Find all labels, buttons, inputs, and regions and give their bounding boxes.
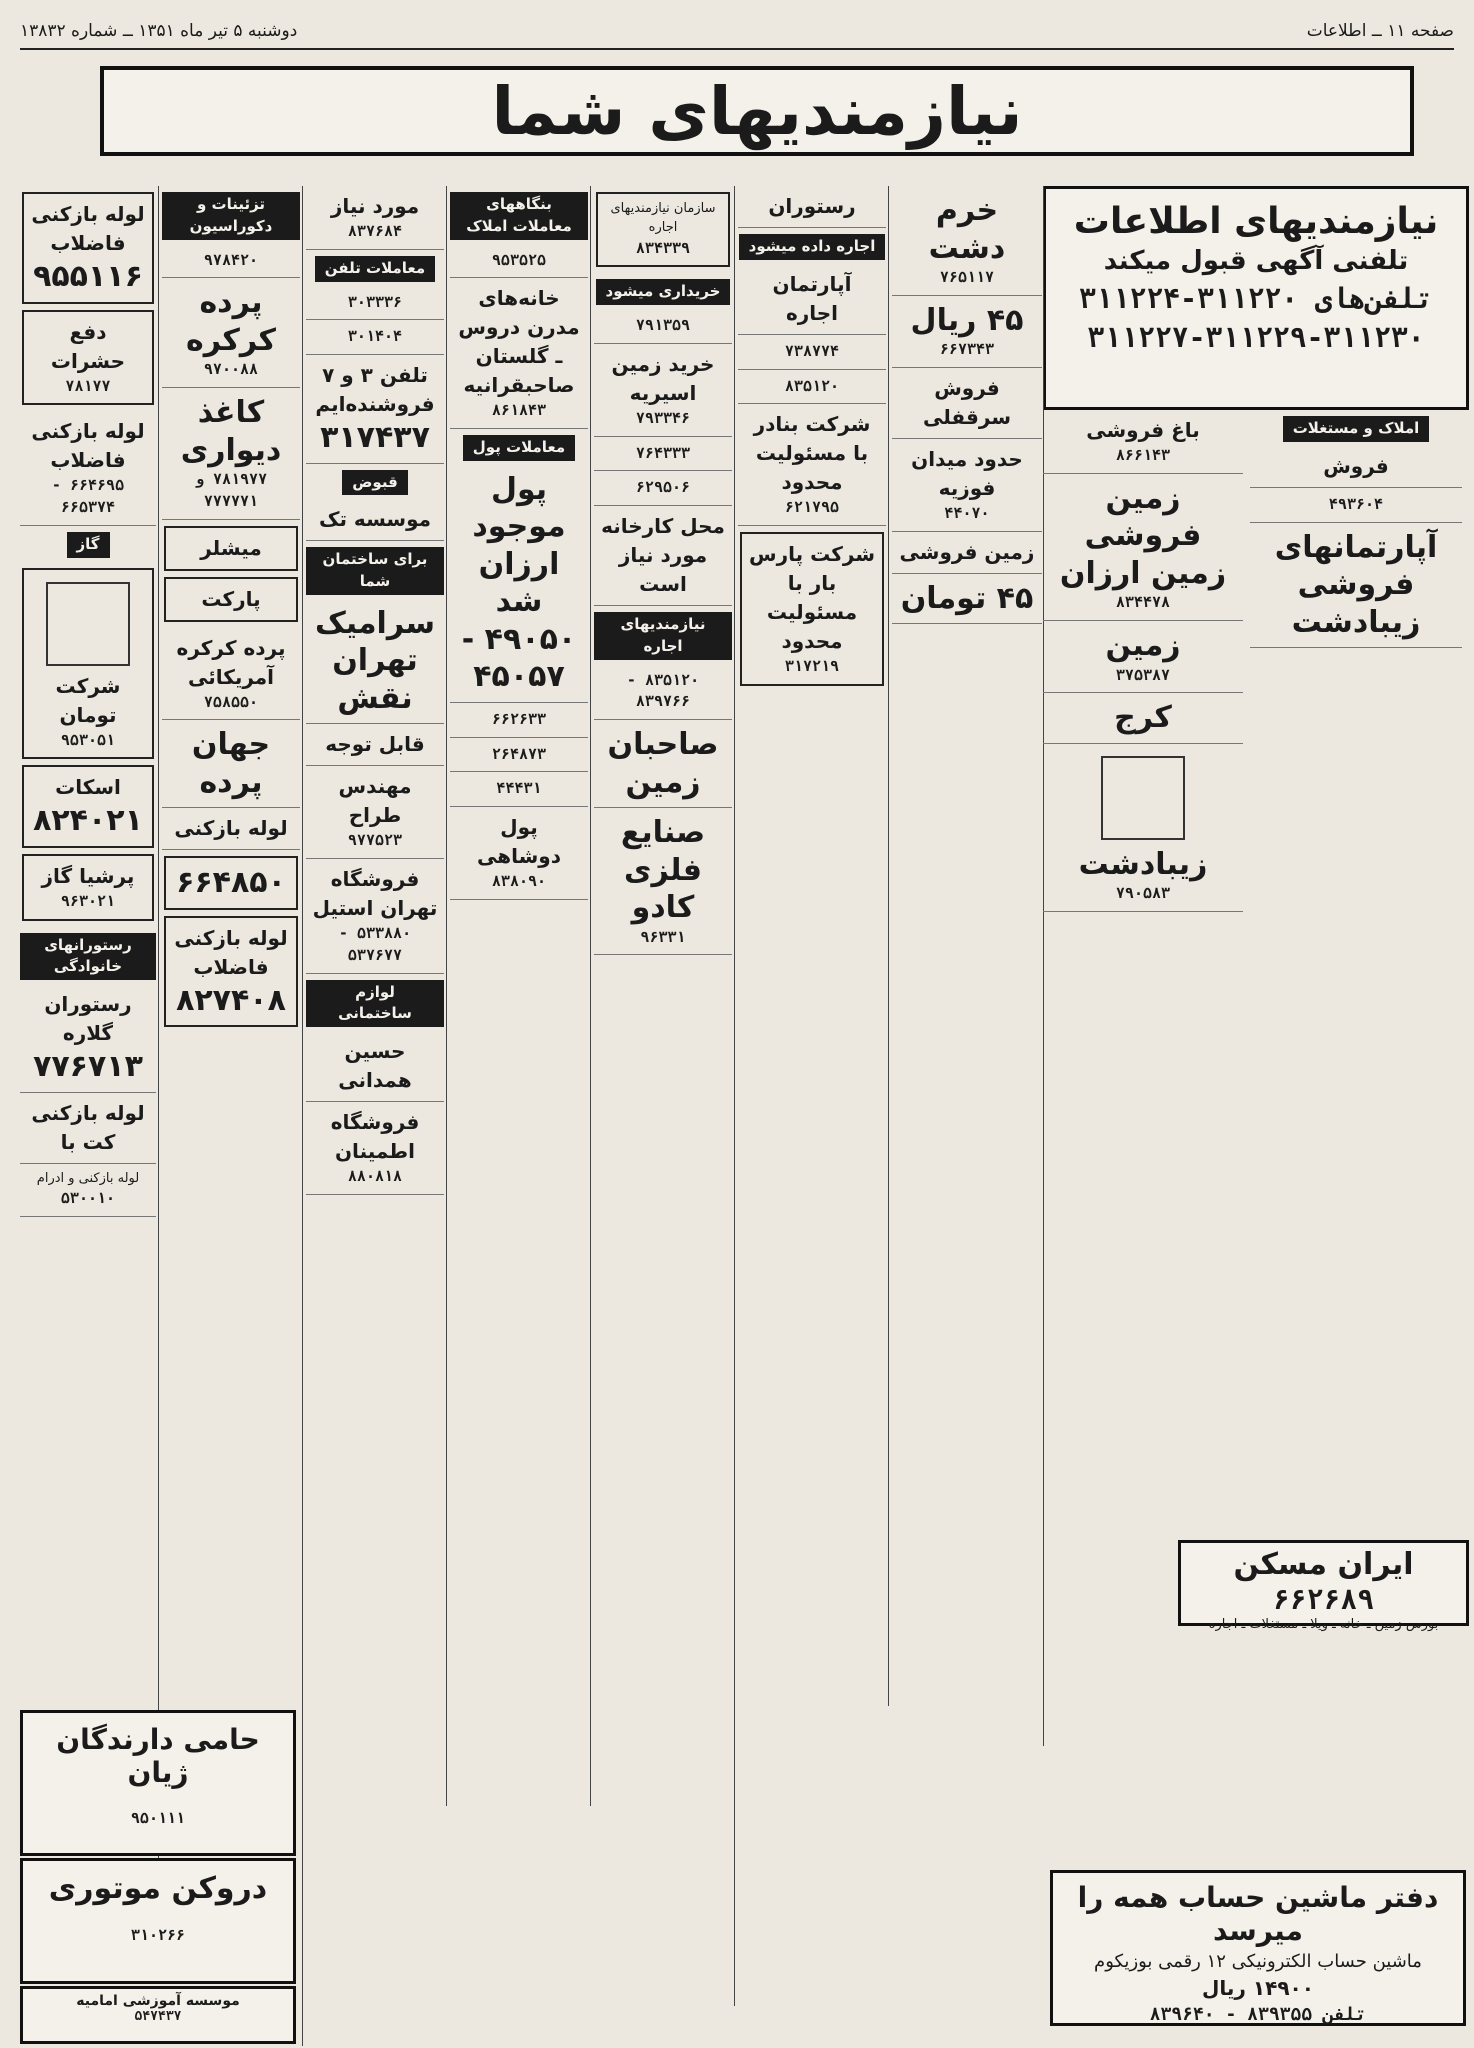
dorokan-ad: دروکن موتوری ۳۱۰۲۶۶ xyxy=(20,1858,296,1984)
section-heading: اجاره داده میشود xyxy=(739,234,886,260)
ad-item: ۷۶۴۳۳۳ xyxy=(594,437,732,472)
section-heading: تزئینات و دکوراسیون xyxy=(162,192,300,240)
section-heading: لوازم ساختمانی xyxy=(306,980,444,1028)
section-heading: معاملات تلفن xyxy=(315,256,435,282)
ad-item: ۹۵۳۵۲۵ xyxy=(450,244,588,279)
ad-item: لوله بازکنی فاضلاب ۹۵۵۱۱۶ xyxy=(22,192,154,304)
column-7 xyxy=(892,186,1042,1706)
section-heading: خریداری میشود xyxy=(596,279,731,305)
ad-item: پرده کرکره آمریکائی ۷۵۸۵۵۰ xyxy=(162,628,300,721)
ad-item: شرکت پارس بار با مسئولیت محدود ۳۱۷۲۱۹ xyxy=(740,532,884,686)
ad-item: میشلر xyxy=(164,526,298,571)
logo-icon xyxy=(46,582,130,666)
ad-item: باغ فروشی ۸۶۶۱۴۳ xyxy=(1043,410,1243,474)
column-rule xyxy=(888,186,889,1706)
section-heading: رستورانهای خانوادگی xyxy=(20,933,156,981)
emamieh-ad: موسسه آموزشی امامیه ۵۴۷۴۳۷ xyxy=(20,1986,296,2044)
ad-item: اسکات ۸۲۴۰۲۱ xyxy=(22,765,154,848)
issue-date: دوشنبه ۵ تیر ماه ۱۳۵۱ ــ شماره ۱۳۸۳۲ xyxy=(20,21,298,41)
column-2 xyxy=(162,186,300,1746)
ad-item: مورد نیاز ۸۳۷۶۸۴ xyxy=(306,186,444,250)
ad-item: ۴۵ تومان xyxy=(892,574,1042,625)
ad-item: محل کارخانه مورد نیاز است xyxy=(594,506,732,606)
ad-item: قابل توجه xyxy=(306,724,444,766)
ad-item: ۷۹۱۳۵۹ xyxy=(594,309,732,344)
ad-item: آپارتمانهای فروشی زیبادشت xyxy=(1250,523,1462,649)
ad-item: پارکت xyxy=(164,577,298,622)
ad-item: کاغذ دیواری ۷۸۱۹۷۷ و ۷۷۷۷۷۱ xyxy=(162,388,300,520)
ad-item: فروشگاه اطمینان ۸۸۰۸۱۸ xyxy=(306,1102,444,1195)
ad-item: لوله بازکنی فاضلاب ۸۲۷۴۰۸ xyxy=(164,916,298,1028)
zhian-ad: حامی دارندگان ژیان ۹۵۰۱۱۱ xyxy=(20,1710,296,1856)
column-rule xyxy=(590,186,591,1806)
section-heading: املاک و مستغلات xyxy=(1283,416,1430,442)
ittelaat-phones-2: ۳۱۱۲۲۷-۳۱۱۲۲۹-۳۱۱۲۳۰ xyxy=(1087,321,1425,354)
ad-item: ۹۷۸۴۲۰ xyxy=(162,244,300,279)
calculator-ad: دفتر ماشین حساب همه را میرسد ماشین حساب الکترونیکی ۱۲ رقمی بوزیکوم ۱۴۹۰۰ ریال تلفن ۸۳۹۳۵۵ - ۸۳۹۶۴۰ xyxy=(1050,1870,1466,2026)
section-heading: نیازمندیهای اجاره xyxy=(594,612,732,660)
ad-item: پول دوشاهی ۸۳۸۰۹۰ xyxy=(450,807,588,900)
ad-item: شرکت بنادر با مسئولیت محدود ۶۲۱۷۹۵ xyxy=(738,404,886,526)
ad-item: جهان پرده xyxy=(162,720,300,808)
ittelaat-phones-1: تلفن‌های ۳۱۱۲۲۰-۳۱۱۲۲۴ xyxy=(1078,282,1434,315)
classifieds-banner xyxy=(100,66,1414,156)
ad-item: پرده کرکره ۹۷۰۰۸۸ xyxy=(162,278,300,388)
ad-item: ۶۶۴۸۵۰ xyxy=(164,856,298,910)
section-heading: بنگاههای معاملات املاک xyxy=(450,192,588,240)
ad-item: آپارتمان اجاره xyxy=(738,264,886,335)
ittelaat-title: نیازمندیهای اطلاعات xyxy=(1073,201,1439,242)
banner-title: نیازمندیهای شما xyxy=(491,72,1023,150)
ittelaat-box xyxy=(1043,186,1469,410)
ad-item: رستوران گلاره ۷۷۶۷۱۳ xyxy=(20,984,156,1093)
ad-item: حسین همدانی xyxy=(306,1031,444,1102)
iran-maskan-ad: ایران مسکن ۶۶۲۶۸۹ بورس زمین ـ خانه ـ ویلا ـ مستغلات ـ اجاره xyxy=(1178,1540,1469,1626)
ad-item: خانه‌های مدرن دروس ـ گلستان صاحبقرانیه ۸۶۱۸۴۳ xyxy=(450,278,588,429)
ad-item: فروش سرقفلی xyxy=(892,368,1042,439)
column-8 xyxy=(1043,410,1243,1540)
ad-item: ۴۵ ریال ۶۶۷۳۴۳ xyxy=(892,296,1042,368)
ad-item: رستوران xyxy=(738,186,886,228)
column-rule xyxy=(734,186,735,2006)
ad-item: زمین فروشی زمین ارزان ۸۳۴۴۷۸ xyxy=(1043,474,1243,621)
house-icon xyxy=(1101,756,1185,840)
ad-item: پرشیا گاز ۹۶۳۰۲۱ xyxy=(22,854,154,921)
ad-item: ۴۴۴۳۱ xyxy=(450,772,588,807)
section-heading: گاز xyxy=(67,532,110,558)
ad-item: سرامیک تهران نقش xyxy=(306,599,444,725)
column-5 xyxy=(594,186,732,2006)
ad-item: زیبادشت ۷۹۰۵۸۳ xyxy=(1043,744,1243,912)
ad-item: زمین فروشی xyxy=(892,532,1042,574)
ad-item: زمین ۳۷۵۳۸۷ xyxy=(1043,621,1243,693)
page-header xyxy=(20,14,1454,50)
ad-item: خرم دشت ۷۶۵۱۱۷ xyxy=(892,186,1042,296)
ad-item: ۶۶۲۶۳۳ xyxy=(450,703,588,738)
ad-item: ۶۲۹۵۰۶ xyxy=(594,471,732,506)
ad-item: دفع حشرات ۷۸۱۷۷ xyxy=(22,310,154,406)
column-6 xyxy=(738,186,886,2006)
ad-item: ۸۳۵۱۲۰ - ۸۳۹۷۶۶ xyxy=(594,664,732,721)
ittelaat-subtitle: تلفنی آگهی قبول میکند xyxy=(1103,246,1409,276)
section-heading: معاملات پول xyxy=(463,435,575,461)
column-rule xyxy=(158,186,159,1926)
section-heading: قبوض xyxy=(342,470,408,496)
ad-item: فروش xyxy=(1250,446,1462,488)
column-rule xyxy=(302,186,303,2046)
ad-item: خرید زمین اسیریه ۷۹۳۳۴۶ xyxy=(594,344,732,437)
ad-item: تلفن ۳ و ۷ فروشنده‌ایم ۳۱۷۴۳۷ xyxy=(306,355,444,464)
column-rule xyxy=(446,186,447,1806)
ad-item: لوله بازکنی فاضلاب ۶۶۴۶۹۵ - ۶۶۵۳۷۴ xyxy=(20,411,156,526)
ad-item: ۴۹۳۶۰۴ xyxy=(1250,488,1462,523)
ad-item: سازمان نیازمندیهای اجاره ۸۳۴۳۳۹ xyxy=(596,192,730,267)
ad-item: ۸۳۵۱۲۰ xyxy=(738,370,886,405)
ad-item: صاحبان زمین xyxy=(594,720,732,808)
ad-item: مهندس طراح ۹۷۷۵۲۳ xyxy=(306,766,444,859)
ad-item: شرکت تومان ۹۵۳۰۵۱ xyxy=(22,568,154,760)
ad-item: ۲۶۴۸۷۳ xyxy=(450,738,588,773)
ad-item: موسسه تک xyxy=(306,499,444,541)
column-9 xyxy=(1250,410,1462,1540)
column-3 xyxy=(306,186,444,2046)
section-heading: برای ساختمان شما xyxy=(306,547,444,595)
ad-item: صنایع فلزی کادو ۹۶۳۳۱ xyxy=(594,808,732,955)
ad-item: پول موجود ارزان شد ۴۹۰۵۰ - ۴۵۰۵۷ xyxy=(450,465,588,703)
ad-item: کرج xyxy=(1043,693,1243,744)
ad-item: لوله بازکنی xyxy=(162,808,300,850)
ad-item: ۳۰۳۳۳۶ xyxy=(306,286,444,321)
ad-item: لوله بازکنی کت با xyxy=(20,1093,156,1164)
column-4 xyxy=(450,186,588,1806)
ad-item: فروشگاه تهران استیل ۵۳۳۸۸۰ - ۵۳۷۶۷۷ xyxy=(306,859,444,974)
ad-item: ۷۳۸۷۷۴ xyxy=(738,335,886,370)
ad-item: لوله بازکنی و ادرام ۵۳۰۰۱۰ xyxy=(20,1164,156,1218)
ad-item: ۳۰۱۴۰۴ xyxy=(306,320,444,355)
ad-item: حدود میدان فوزیه ۴۴۰۷۰ xyxy=(892,439,1042,532)
page-number: صفحه ۱۱ ــ اطلاعات xyxy=(1306,21,1454,41)
column-1 xyxy=(20,186,156,1686)
